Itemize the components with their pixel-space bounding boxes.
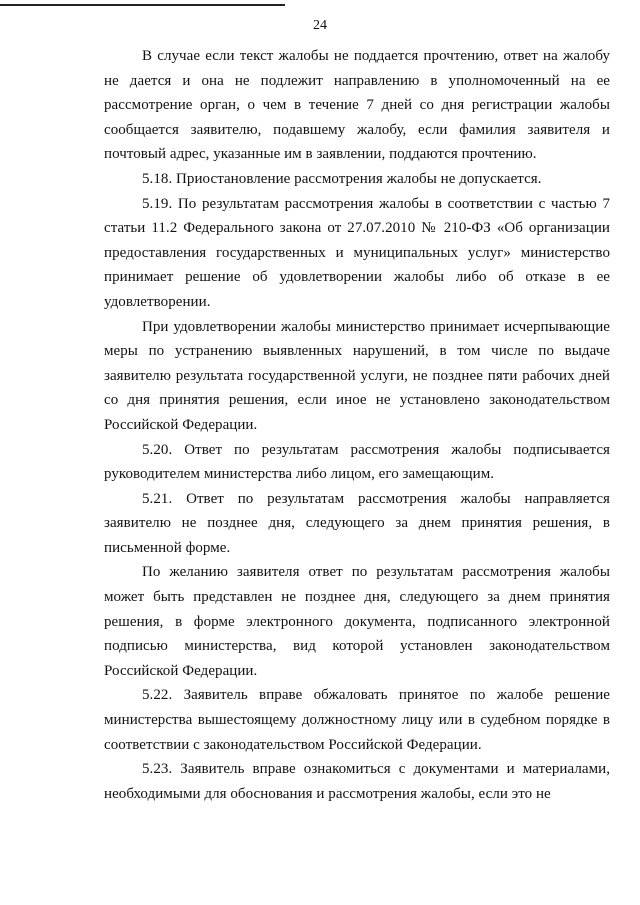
- document-body: [104, 44, 610, 806]
- paragraph-5-22: 5.22. Заявитель вправе обжаловать принятое по жалобе решение министерства вышестоящему должностному лицу или в судебном порядке в соответствии с законодательством Российской Федерации.: [104, 687, 610, 753]
- paragraph-5-18: 5.18. Приостановление рассмотрения жалобы не допускается.: [142, 170, 542, 187]
- paragraph-5-20: 5.20. Ответ по результатам рассмотрения жалобы подписывается руководителем министерства либо лицом, его замещающим.: [104, 441, 610, 483]
- paragraph-satisfaction-measures: При удовлетворении жалобы министерство принимает исчерпывающие меры по устранению выявленных нарушений, в том числе по выдаче заявителю результата государственной услуги, не позднее пяти рабочих дней со дня принятия решения, если иное не установлено законодательством Российской Федерации.: [104, 318, 610, 433]
- paragraph-5-19: 5.19. По результатам рассмотрения жалобы в соответствии с частью 7 статьи 11.2 Федерального закона от 27.07.2010 № 210-ФЗ «Об организации предоставления государственных и муниципальных услуг» министерство принимает решение об удовлетворении жалобы либо об отказе в ее удовлетворении.: [104, 195, 610, 310]
- paragraph-electronic-response: По желанию заявителя ответ по результатам рассмотрения жалобы может быть представлен не позднее дня, следующего за днем принятия решения, в форме электронного документа, подписанного электронной подписью министерства, вид которой установлен законодательством Российской Федерации.: [104, 564, 610, 679]
- page-number: 24: [313, 18, 327, 33]
- paragraph-5-23: 5.23. Заявитель вправе ознакомиться с документами и материалами, необходимыми для обоснования и рассмотрения жалобы, если это не: [104, 761, 610, 802]
- paragraph-unreadable-complaint: В случае если текст жалобы не поддается прочтению, ответ на жалобу не дается и она не подлежит направлению в уполномоченный на ее рассмотрение орган, о чем в течение 7 дней со дня регистрации жалобы сообщается заявителю, подавшему жалобу, если фамилия заявителя и почтовый адрес, указанные им в заявлении, поддаются прочтению.: [104, 48, 610, 163]
- paragraph-5-21: 5.21. Ответ по результатам рассмотрения жалобы направляется заявителю не позднее дня, следующего за днем принятия решения, в письменной форме.: [104, 490, 610, 556]
- top-rule: [0, 4, 285, 6]
